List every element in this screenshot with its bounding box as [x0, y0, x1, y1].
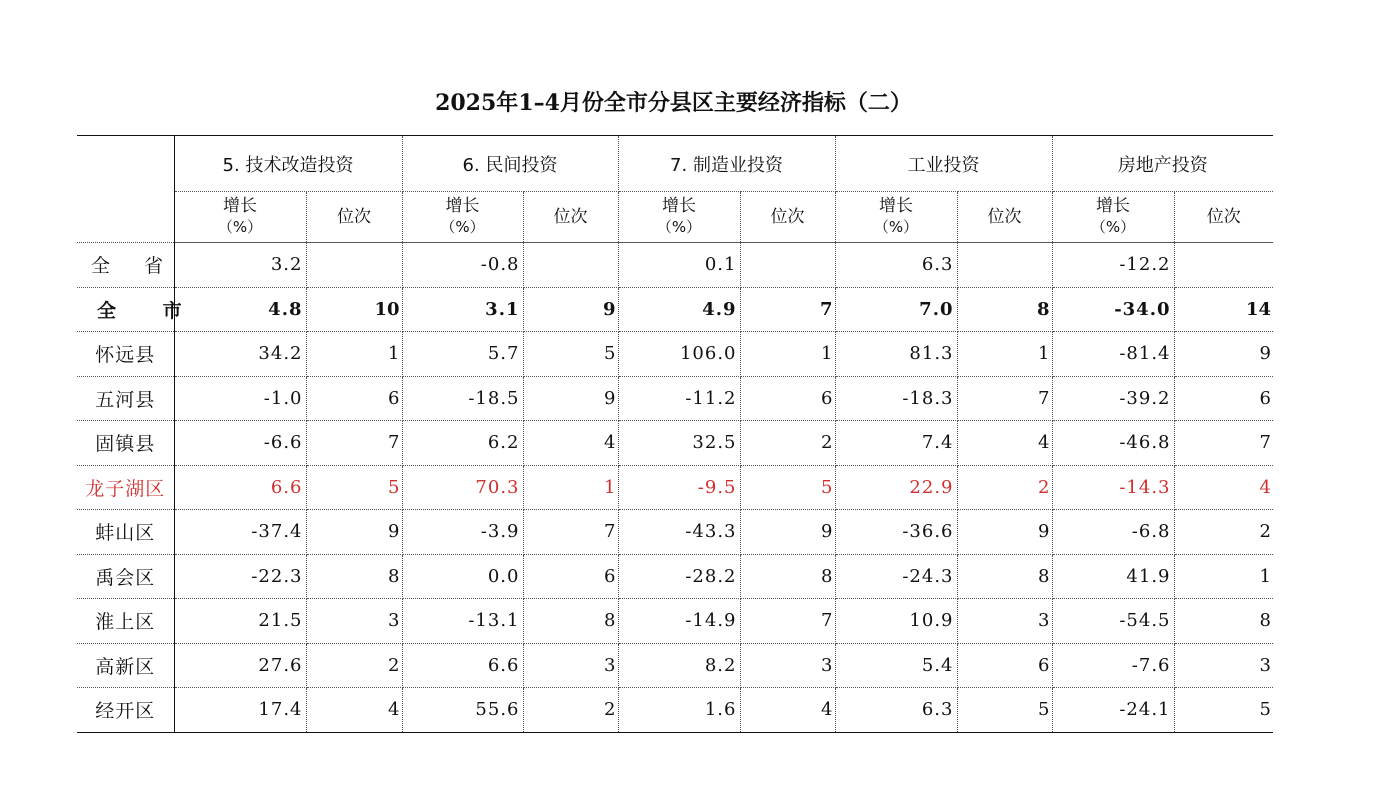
growth-value: 6.6 — [174, 465, 306, 510]
unit-label: （%） — [873, 218, 919, 236]
rank-value: 10 — [306, 287, 402, 332]
growth-value: 22.9 — [835, 465, 957, 510]
rank-value — [523, 243, 618, 288]
growth-value: 55.6 — [402, 688, 523, 733]
rank-value: 3 — [523, 643, 618, 688]
row-name: 高新区 — [77, 643, 174, 688]
corner-cell — [77, 136, 174, 243]
growth-value: -13.1 — [402, 599, 523, 644]
growth-value: -1.0 — [174, 376, 306, 421]
row-name: 全 市 — [77, 287, 174, 332]
growth-value: 6.3 — [835, 243, 957, 288]
growth-value: 106.0 — [618, 332, 740, 377]
rank-value: 7 — [1174, 421, 1273, 466]
subheader-rank: 位次 — [523, 192, 618, 243]
group-header-row — [77, 136, 1273, 192]
rank-value: 4 — [523, 421, 618, 466]
unit-label: （%） — [440, 218, 485, 236]
rank-value: 8 — [1174, 599, 1273, 644]
rank-value: 9 — [957, 510, 1052, 555]
growth-value: -14.3 — [1052, 465, 1174, 510]
growth-value: 41.9 — [1052, 554, 1174, 599]
growth-value: -81.4 — [1052, 332, 1174, 377]
table-row — [77, 688, 1273, 733]
rank-value: 4 — [306, 688, 402, 733]
growth-value: -14.9 — [618, 599, 740, 644]
row-name: 经开区 — [77, 688, 174, 733]
row-name: 禹会区 — [77, 554, 174, 599]
rank-value: 2 — [957, 465, 1052, 510]
growth-value: 3.1 — [402, 287, 523, 332]
table-row — [77, 465, 1273, 510]
growth-value: 21.5 — [174, 599, 306, 644]
growth-value: 4.9 — [618, 287, 740, 332]
rank-value: 5 — [1174, 688, 1273, 733]
growth-value: 6.3 — [835, 688, 957, 733]
unit-label: （%） — [656, 218, 702, 236]
rank-value: 3 — [306, 599, 402, 644]
growth-value: -46.8 — [1052, 421, 1174, 466]
rank-value: 2 — [1174, 510, 1273, 555]
subheader-growth — [402, 192, 523, 243]
rank-value: 8 — [740, 554, 835, 599]
rank-value: 1 — [306, 332, 402, 377]
growth-value: 5.4 — [835, 643, 957, 688]
growth-value: -0.8 — [402, 243, 523, 288]
rank-value: 8 — [957, 287, 1052, 332]
growth-value: -3.9 — [402, 510, 523, 555]
growth-value: 4.8 — [174, 287, 306, 332]
rank-value: 4 — [740, 688, 835, 733]
rank-value — [306, 243, 402, 288]
growth-label: 增长 — [445, 196, 480, 216]
growth-label: 增长 — [879, 196, 913, 216]
table-row — [77, 643, 1273, 688]
rank-value: 6 — [1174, 376, 1273, 421]
row-name: 龙子湖区 — [77, 465, 174, 510]
rank-value: 3 — [1174, 643, 1273, 688]
rank-value: 14 — [1174, 287, 1273, 332]
unit-label: （%） — [1090, 218, 1136, 236]
table-row — [77, 376, 1273, 421]
subheader-rank: 位次 — [957, 192, 1052, 243]
growth-label: 增长 — [1096, 196, 1130, 216]
growth-value: 1.6 — [618, 688, 740, 733]
growth-value: 6.6 — [402, 643, 523, 688]
growth-value: 0.0 — [402, 554, 523, 599]
growth-value: -6.8 — [1052, 510, 1174, 555]
growth-value: 32.5 — [618, 421, 740, 466]
row-name: 蚌山区 — [77, 510, 174, 555]
growth-value: 17.4 — [174, 688, 306, 733]
growth-value: -11.2 — [618, 376, 740, 421]
rank-value: 8 — [957, 554, 1052, 599]
indicator-table — [77, 135, 1273, 733]
row-name: 固镇县 — [77, 421, 174, 466]
subheader-growth — [1052, 192, 1174, 243]
growth-value: -43.3 — [618, 510, 740, 555]
rank-value: 7 — [306, 421, 402, 466]
growth-value: 0.1 — [618, 243, 740, 288]
rank-value: 8 — [523, 599, 618, 644]
rank-value: 6 — [523, 554, 618, 599]
growth-value: -36.6 — [835, 510, 957, 555]
group-header-tech-renovation: 5. 技术改造投资 — [174, 136, 402, 192]
table-row — [77, 332, 1273, 377]
rank-value: 7 — [523, 510, 618, 555]
rank-value: 6 — [306, 376, 402, 421]
rank-value: 4 — [1174, 465, 1273, 510]
rank-value: 7 — [957, 376, 1052, 421]
growth-value: -28.2 — [618, 554, 740, 599]
subheader-row — [77, 192, 1273, 243]
growth-value: -39.2 — [1052, 376, 1174, 421]
rank-value: 5 — [523, 332, 618, 377]
rank-value: 1 — [957, 332, 1052, 377]
growth-value: 34.2 — [174, 332, 306, 377]
growth-value: 7.4 — [835, 421, 957, 466]
rank-value: 8 — [306, 554, 402, 599]
subheader-growth — [835, 192, 957, 243]
rank-value: 9 — [1174, 332, 1273, 377]
row-name: 五河县 — [77, 376, 174, 421]
table-row — [77, 599, 1273, 644]
rank-value: 5 — [740, 465, 835, 510]
growth-value: 70.3 — [402, 465, 523, 510]
page-title: 2025年1–4月份全市分县区主要经济指标（二） — [435, 90, 912, 116]
group-header-real-estate: 房地产投资 — [1052, 136, 1273, 192]
growth-value: -7.6 — [1052, 643, 1174, 688]
rank-value: 2 — [523, 688, 618, 733]
rank-value — [1174, 243, 1273, 288]
subheader-growth — [618, 192, 740, 243]
growth-value: 7.0 — [835, 287, 957, 332]
subheader-rank: 位次 — [1174, 192, 1273, 243]
growth-value: -24.1 — [1052, 688, 1174, 733]
growth-value: 6.2 — [402, 421, 523, 466]
rank-value: 2 — [740, 421, 835, 466]
rank-value: 1 — [523, 465, 618, 510]
growth-value: 5.7 — [402, 332, 523, 377]
rank-value: 6 — [957, 643, 1052, 688]
growth-value: 3.2 — [174, 243, 306, 288]
subheader-rank: 位次 — [740, 192, 835, 243]
subheader-rank: 位次 — [306, 192, 402, 243]
growth-value: -18.5 — [402, 376, 523, 421]
rank-value: 2 — [306, 643, 402, 688]
growth-value: 10.9 — [835, 599, 957, 644]
growth-value: 27.6 — [174, 643, 306, 688]
table-row — [77, 510, 1273, 555]
rank-value: 7 — [740, 599, 835, 644]
growth-value: -18.3 — [835, 376, 957, 421]
group-header-industrial: 工业投资 — [835, 136, 1052, 192]
rank-value — [957, 243, 1052, 288]
row-name: 怀远县 — [77, 332, 174, 377]
growth-value: -24.3 — [835, 554, 957, 599]
rank-value: 5 — [306, 465, 402, 510]
group-header-private-investment: 6. 民间投资 — [402, 136, 618, 192]
growth-value: -22.3 — [174, 554, 306, 599]
rank-value: 6 — [740, 376, 835, 421]
growth-value: -9.5 — [618, 465, 740, 510]
unit-label: （%） — [217, 218, 263, 236]
rank-value — [740, 243, 835, 288]
rank-value: 1 — [740, 332, 835, 377]
growth-label: 增长 — [223, 196, 257, 216]
row-name: 淮上区 — [77, 599, 174, 644]
growth-value: 8.2 — [618, 643, 740, 688]
rank-value: 1 — [1174, 554, 1273, 599]
growth-value: -6.6 — [174, 421, 306, 466]
group-header-manufacturing: 7. 制造业投资 — [618, 136, 835, 192]
table-row — [77, 421, 1273, 466]
rank-value: 5 — [957, 688, 1052, 733]
rank-value: 9 — [523, 287, 618, 332]
table-row — [77, 243, 1273, 288]
rank-value: 9 — [306, 510, 402, 555]
growth-value: -12.2 — [1052, 243, 1174, 288]
rank-value: 9 — [523, 376, 618, 421]
table-row — [77, 287, 1273, 332]
growth-value: 81.3 — [835, 332, 957, 377]
growth-value: -54.5 — [1052, 599, 1174, 644]
rank-value: 4 — [957, 421, 1052, 466]
row-name: 全 省 — [77, 243, 174, 288]
growth-value: -37.4 — [174, 510, 306, 555]
growth-value: -34.0 — [1052, 287, 1174, 332]
rank-value: 3 — [957, 599, 1052, 644]
rank-value: 7 — [740, 287, 835, 332]
growth-label: 增长 — [662, 196, 696, 216]
table-row — [77, 554, 1273, 599]
subheader-growth — [174, 192, 306, 243]
rank-value: 3 — [740, 643, 835, 688]
rank-value: 9 — [740, 510, 835, 555]
